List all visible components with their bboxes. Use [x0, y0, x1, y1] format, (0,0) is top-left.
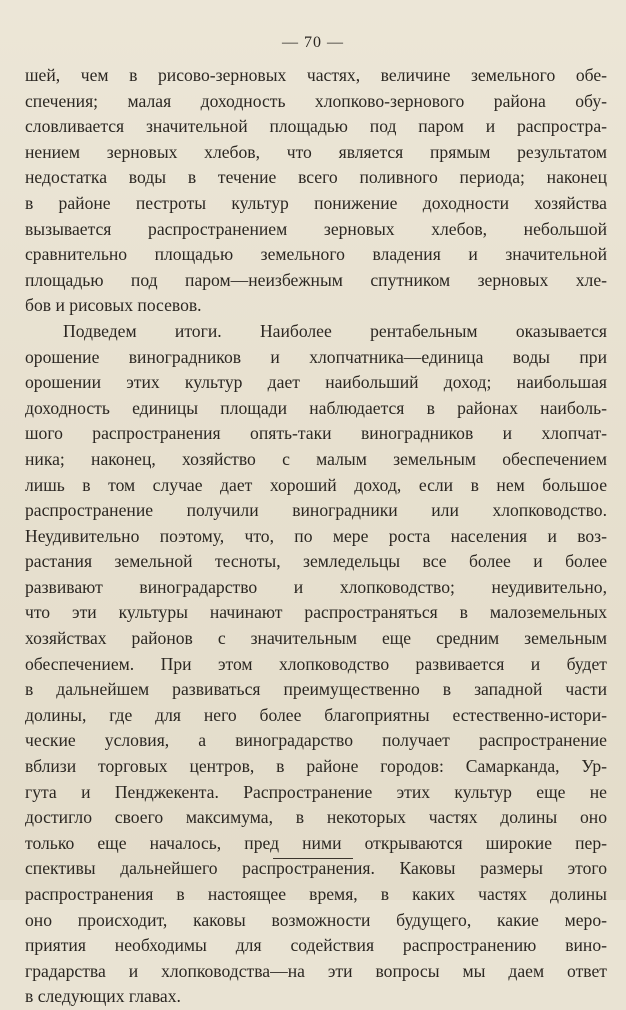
text-line: хозяйствах районов с значительным еще средним земельным: [25, 628, 607, 649]
text-line: растания земельной тесноты, земледельцы все более и более: [25, 551, 607, 572]
text-line: площадью под паром—неизбежным спутником зерновых хле-: [25, 269, 607, 290]
text-line: оно происходит, каковы возможности будущего, какие меро-: [25, 909, 607, 930]
body-text: [25, 63, 607, 1010]
text-line: вызывается распространением зерновых хлебов, небольшой: [25, 218, 607, 239]
end-rule: [273, 858, 353, 859]
text-line: спективы дальнейшего распространения. Каковы размеры этого: [25, 858, 607, 879]
text-line: шей, чем в рисово-зерновых частях, величине земельного обе-: [25, 65, 607, 85]
text-line: градарства и хлопководства—на эти вопросы мы даем ответ: [25, 960, 607, 981]
text-line: вблизи торговых центров, в районе городов: Самарканда, Ур-: [25, 756, 607, 777]
text-line: гута и Пенджекента. Распространение этих культур еще не: [25, 781, 607, 802]
text-line: орошении этих культур дает наибольший доход; наибольшая: [25, 372, 607, 393]
text-line: только еще началось, пред ними открываются широкие пер-: [25, 832, 607, 853]
text-line: орошение виноградников и хлопчатника—единица воды при: [25, 346, 607, 367]
text-line: словливается значительной площадью под паром и распростра-: [25, 116, 607, 137]
text-line: Неудивительно поэтому, что, по мере роста населения и воз-: [25, 525, 607, 546]
text-line: ника; наконец, хозяйство с малым земельным обеспечением: [25, 448, 607, 469]
text-line: доходность единицы площади наблюдается в районах наиболь-: [25, 397, 607, 418]
text-line: распространение получили виноградники или хлопководство.: [25, 500, 607, 521]
text-line: распространения в настоящее время, в каких частях долины: [25, 884, 607, 904]
text-line: обеспечением. При этом хлопководство развивается и будет: [25, 653, 607, 674]
text-line: шого распространения опять-таки виноградников и хлопчат-: [25, 423, 607, 444]
text-line: развивают виноградарство и хлопководство; неудивительно,: [25, 576, 607, 597]
text-line: в следующих главах.: [25, 986, 181, 1007]
text-line: долины, где для него более благоприятны естественно-истори-: [25, 704, 607, 725]
text-line: недостатка воды в течение всего поливного периода; наконец: [25, 167, 607, 188]
text-line: спечения; малая доходность хлопково-зернового района обу-: [25, 90, 607, 111]
text-line: в дальнейшем развиваться преимущественно в западной части: [25, 679, 607, 700]
text-line: Подведем итоги. Наиболее рентабельным оказывается: [63, 320, 607, 341]
text-line: нением зерновых хлебов, что является прямым результатом: [25, 141, 607, 162]
text-line: приятия необходимы для содействия распространению вино-: [25, 935, 607, 956]
page-number: — 70 —: [282, 34, 344, 51]
text-line: сравнительно площадью земельного владения и значительной: [25, 244, 607, 265]
text-line: достигло своего максимума, в некоторых частях долины оно: [25, 807, 607, 828]
text-line: ческие условия, а виноградарство получает распространение: [25, 730, 607, 751]
text-line: лишь в том случае дает хороший доход, если в нем большое: [25, 474, 607, 495]
text-line: в районе пестроты культур понижение доходности хозяйства: [25, 192, 607, 213]
text-line: что эти культуры начинают распространяться в малоземельных: [25, 602, 607, 623]
text-line: бов и рисовых посевов.: [25, 295, 202, 316]
